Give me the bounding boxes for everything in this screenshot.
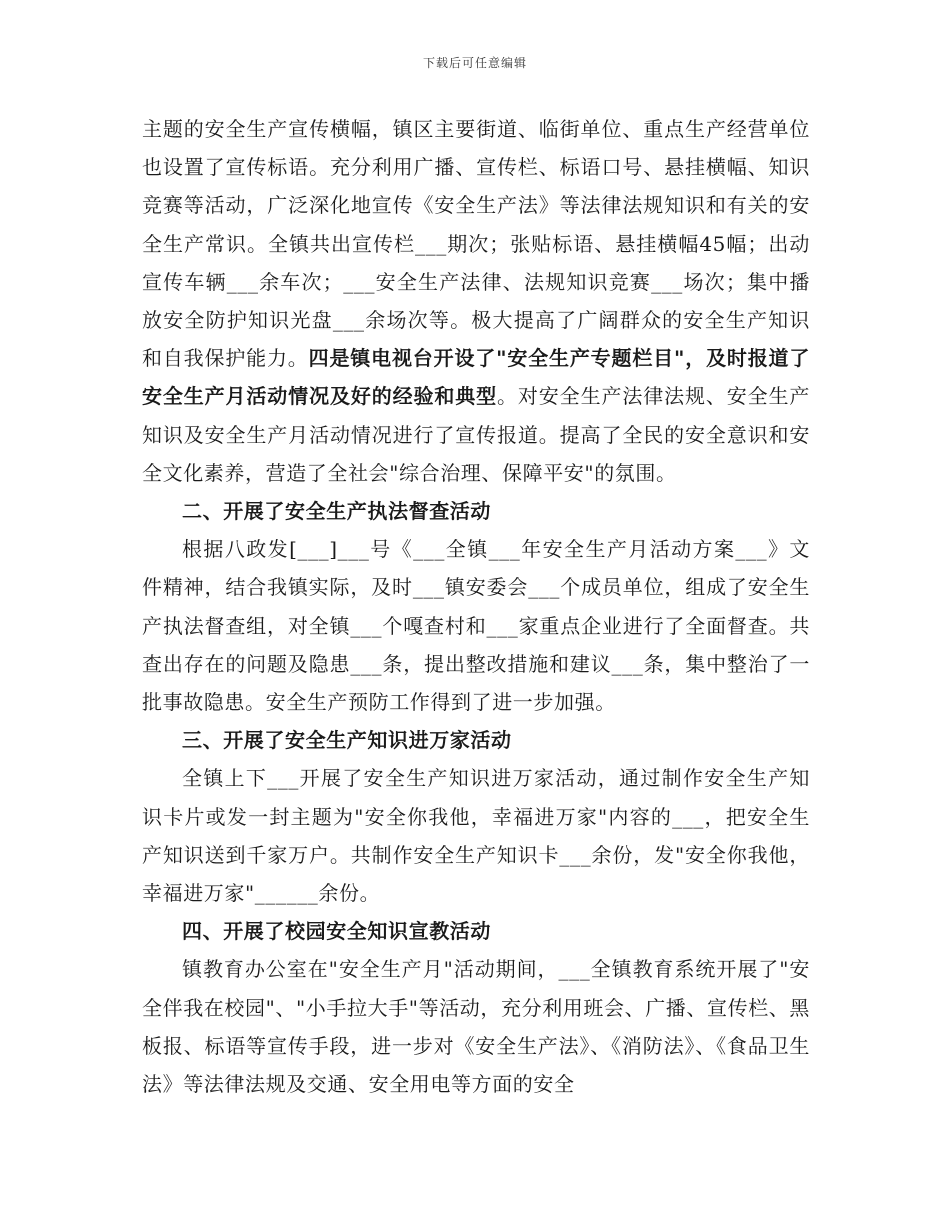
- page-header-note: 下载后可任意编辑: [422, 56, 527, 70]
- section-heading-4: 四、开展了校园安全知识宣教活动: [182, 919, 491, 944]
- paragraph-campus: 镇教育办公室在"安全生产月"活动期间，___全镇教育系统开展了"安全伴我在校园"、"小手拉大手"等活动，充分利用班会、广播、宣传栏、黑板报、标语等宣传手段，进一步对《安全生产法》、《消防法》、《食品卫生法》等法律法规及交通、安全用电等方面的安全: [142, 957, 810, 1097]
- paragraph-propaganda: [142, 110, 810, 492]
- paragraph-text: 主题的安全生产宣传横幅，镇区主要街道、临街单位、重点生产经营单位也设置了宣传标语。充分利用广播、宣传栏、标语口号、悬挂横幅、知识竞赛等活动，广泛深化地宣传《安全生产法》等法律法规知识和有关的安全生产常识。全镇共出宣传栏___期次；张贴标语、悬挂横幅45幅；出动宣传车辆___余车次；___安全生产法律、法规知识竞赛___场次；集中播放安全防护知识光盘___余场次等。极大提高了广阔群众的安全生产知识和自我保护能力。: [142, 117, 810, 371]
- paragraph-knowledge: 全镇上下___开展了安全生产知识进万家活动，通过制作安全生产知识卡片或发一封主题为"安全你我他，幸福进万家"内容的___，把安全生产知识送到千家万户。共制作安全生产知识卡___余份，发"安全你我他，幸福进万家"______余份。: [142, 766, 810, 906]
- paragraph-inspection: 根据八政发[___]___号《___全镇___年安全生产月活动方案___》文件精神，结合我镇实际，及时___镇安委会___个成员单位，组成了安全生产执法督查组，对全镇___个嘎查村和___家重点企业进行了全面督查。共查出存在的问题及隐患___条，提出整改措施和建议___条，集中整治了一批事故隐患。安全生产预防工作得到了进一步加强。: [142, 537, 810, 715]
- section-heading-2: 二、开展了安全生产执法督查活动: [182, 499, 491, 524]
- section-heading-3: 三、开展了安全生产知识进万家活动: [182, 728, 512, 753]
- bold-highlight-text: 四是镇电视台开设了"安全生产专题栏目"，及时报道了安全生产月活动情况及好的经验和典型: [142, 346, 810, 409]
- document-body: [142, 110, 810, 1103]
- paragraph-text: 。对安全生产法律法规、安全生产知识及安全生产月活动情况进行了宣传报道。提高了全民的安全意识和安全文化素养，营造了全社会"综合治理、保障平安"的氛围。: [142, 384, 811, 485]
